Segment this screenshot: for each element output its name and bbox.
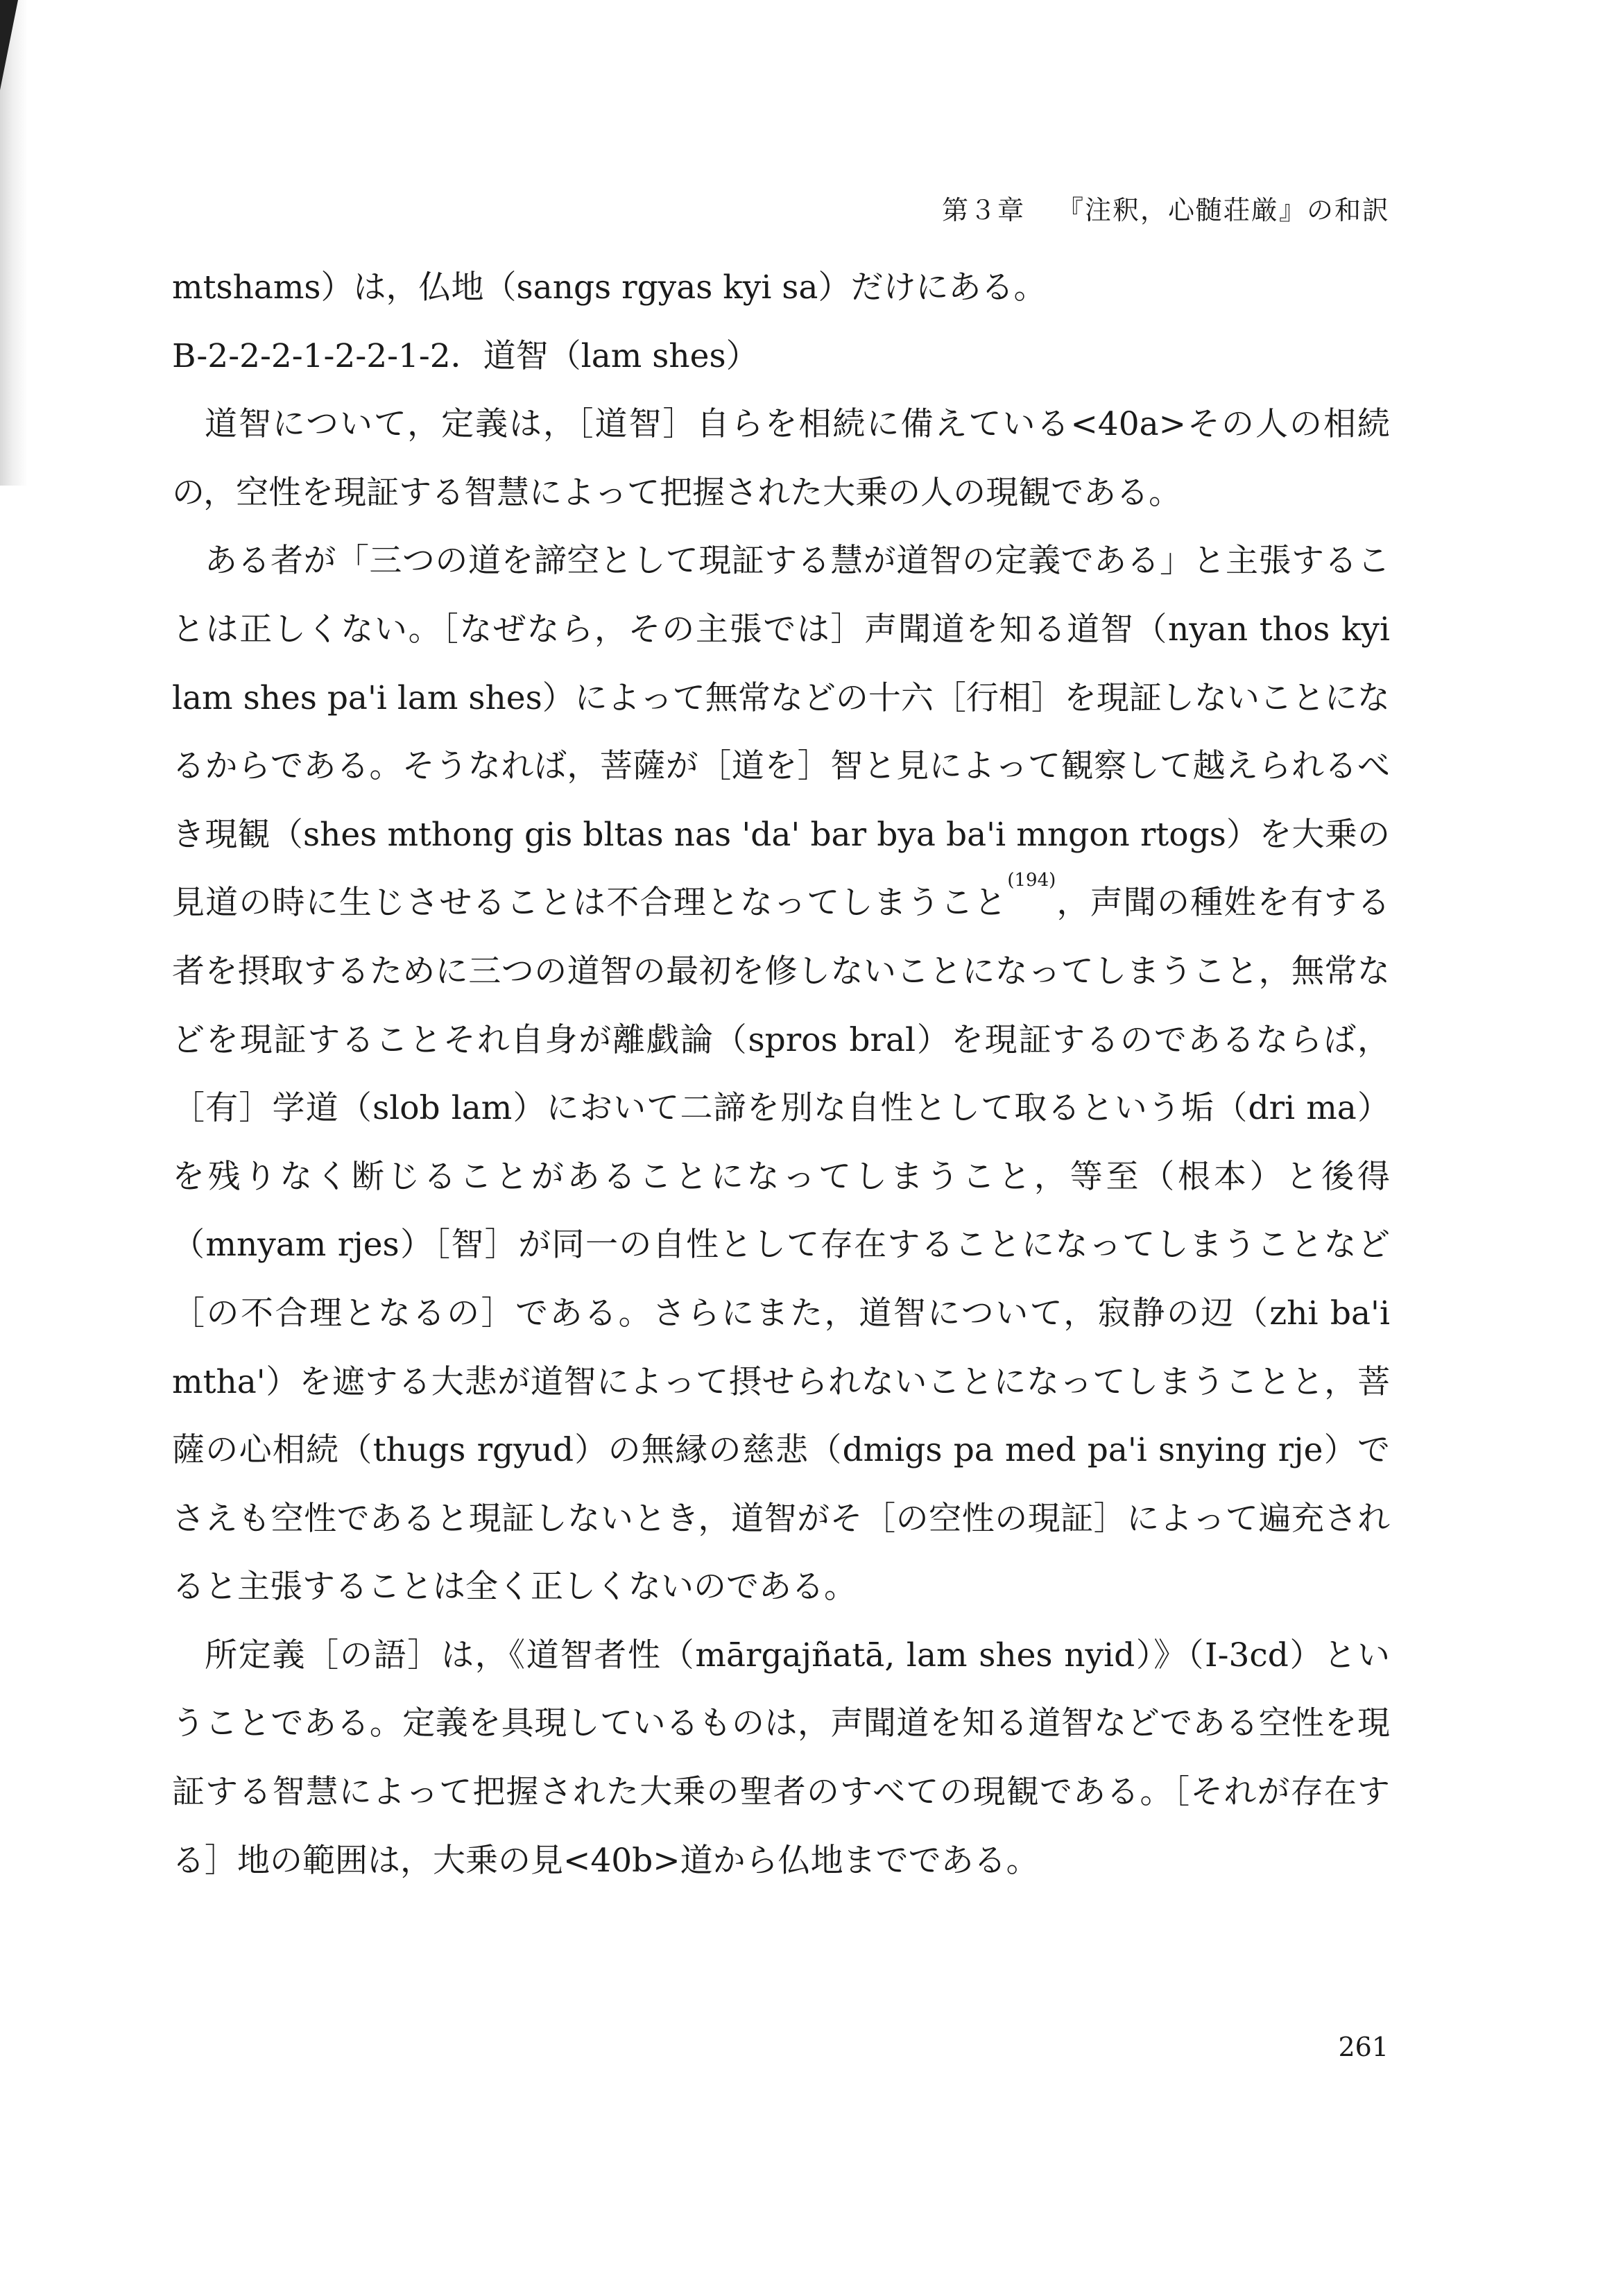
paragraph-definition: 道智について，定義は，［道智］自らを相続に備えている<40a>その人の相続の，空性を現証する智慧によって把握された大乗の人の現観である。 [172,405,1390,512]
page-number: 261 [1338,2032,1389,2062]
running-header [942,189,1390,227]
footnote-ref-194[interactable]: (194) [1007,870,1056,891]
paragraph-definiendum: 所定義［の語］は，《道智者性（mārgajñatā, lam shes nyid）》（I-3cd）ということである。定義を具現しているものは，声聞道を知る道智などである空性を現証する智慧によって把握された大乗の聖者のすべての現観である。［それが存在する］地の範囲は，大乗の見<40b>道から仏地までである。 [172,1636,1390,1880]
paragraph-continuation: mtshams）は，仏地（sangs rgyas kyi sa）だけにある。 [172,268,1047,307]
paragraph-refutation-part2: ，声聞の種姓を有する者を摂取するために三つの道智の最初を修しないことになってしまうこと，無常などを現証することそれ自身が離戯論（spros bral）を現証するのであるならば，［有］学道（slob lam）において二諦を別な自性として取るという垢（dri ma）を残りなく断じることがあることになってしまうこと，等至（根本）と後得（mnyam rjes）［智］が同一の自性として存在することになってしまうことなど［の不合理となるの］である。さらにまた，道智について，寂静の辺（zhi ba'i mtha'）を遮する大悲が道智によって摂せられないことになってしまうことと，菩薩の心相続（thugs rgyud）の無縁の慈悲（dmigs pa med pa'i snying rje）でさえも空性であると現証しないとき，道智がそ［の空性の現証］によって遍充されると主張することは全く正しくないのである。 [172,884,1391,1607]
section-heading: B-2-2-2-1-2-2-1-2．道智（lam shes） [172,336,759,375]
paragraph-refutation [172,527,1390,1622]
chapter-number: 第３章 [941,195,1025,225]
scan-corner-mark [0,0,18,90]
paragraph-refutation-part1: ある者が「三つの道を諦空として現証する慧が道智の定義である」と主張することは正しくない。［なぜなら，その主張では］声聞道を知る道智（nyan thos kyi lam shes pa'i lam shes）によって無常などの十六［行相］を現証しないことになるからである。そうなれば，菩薩が［道を］智と見によって観察して越えられるべき現観（shes mthong gis bltas nas 'da' bar bya ba'i mngon rtogs）を大乗の見道の時に生じさせることは不合理となってしまうこと [172,542,1390,923]
chapter-title: 『注釈，心髄荘厳』の和訳 [1056,195,1390,225]
body-text [172,254,1390,1895]
